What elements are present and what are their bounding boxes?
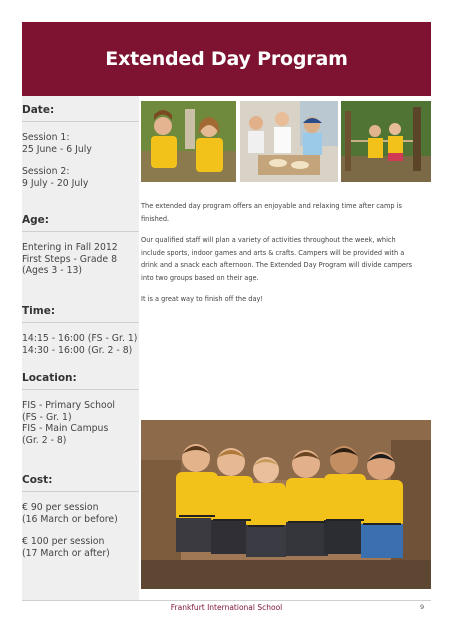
body-paragraph-2: Our qualified staff will plan a variety of activities throughout the week, which include sports, indoor games and arts & crafts. Campers will be provided with a drink and a snack each afternoon. The Extended Day Program will divide campers into two groups based on their age. <box>141 236 413 282</box>
footer-divider <box>22 600 431 601</box>
age-heading: Age: <box>22 214 139 232</box>
page-number: 9 <box>420 603 425 611</box>
location-section <box>22 372 139 446</box>
location-line-3: FIS - Main Campus <box>22 423 109 434</box>
time-line-1: 14:15 - 16:00 (FS - Gr. 1) <box>22 333 138 344</box>
cost-heading: Cost: <box>22 474 139 492</box>
info-sidebar <box>22 96 139 601</box>
location-line-1: FIS - Primary School <box>22 400 116 411</box>
session1-label: Session 1: <box>22 132 70 143</box>
title-banner <box>22 22 431 96</box>
date-section <box>22 104 139 189</box>
location-line-4: (Gr. 2 - 8) <box>22 434 67 446</box>
session1-dates: 25 June - 6 July <box>22 143 92 155</box>
session2-label: Session 2: <box>22 166 70 177</box>
body-paragraph-3: It is a great way to finish off the day! <box>141 295 264 303</box>
age-section <box>22 214 139 277</box>
session2-dates: 9 July - 20 July <box>22 177 89 189</box>
cost-price-1: € 90 per session <box>22 502 99 513</box>
time-line-2: 14:30 - 16:00 (Gr. 2 - 8) <box>22 344 133 356</box>
location-heading: Location: <box>22 372 139 390</box>
age-line-3: (Ages 3 - 13) <box>22 265 83 276</box>
time-section <box>22 305 139 356</box>
cost-section <box>22 474 139 559</box>
location-line-2: (FS - Gr. 1) <box>22 411 72 423</box>
body-paragraph-1: The extended day program offers an enjoyable and relaxing time after camp is finished. <box>141 202 402 223</box>
date-heading: Date: <box>22 104 139 122</box>
photo-group-boys-climbing-harness <box>141 420 431 589</box>
cost-note-1: (16 March or before) <box>22 513 118 525</box>
cost-price-2: € 100 per session <box>22 536 105 547</box>
photo-girls-yellow-shirts <box>141 101 236 182</box>
age-line-1: Entering in Fall 2012 <box>22 242 118 253</box>
photo-girls-rope-bridge <box>341 101 431 182</box>
cost-note-2: (17 March or after) <box>22 547 110 559</box>
page-title: Extended Day Program <box>105 48 348 70</box>
time-heading: Time: <box>22 305 139 323</box>
age-line-2: First Steps - Grade 8 <box>22 253 118 265</box>
photo-kids-baking <box>240 101 338 182</box>
body-text <box>141 200 419 315</box>
footer-school-name: Frankfurt International School <box>170 603 283 612</box>
